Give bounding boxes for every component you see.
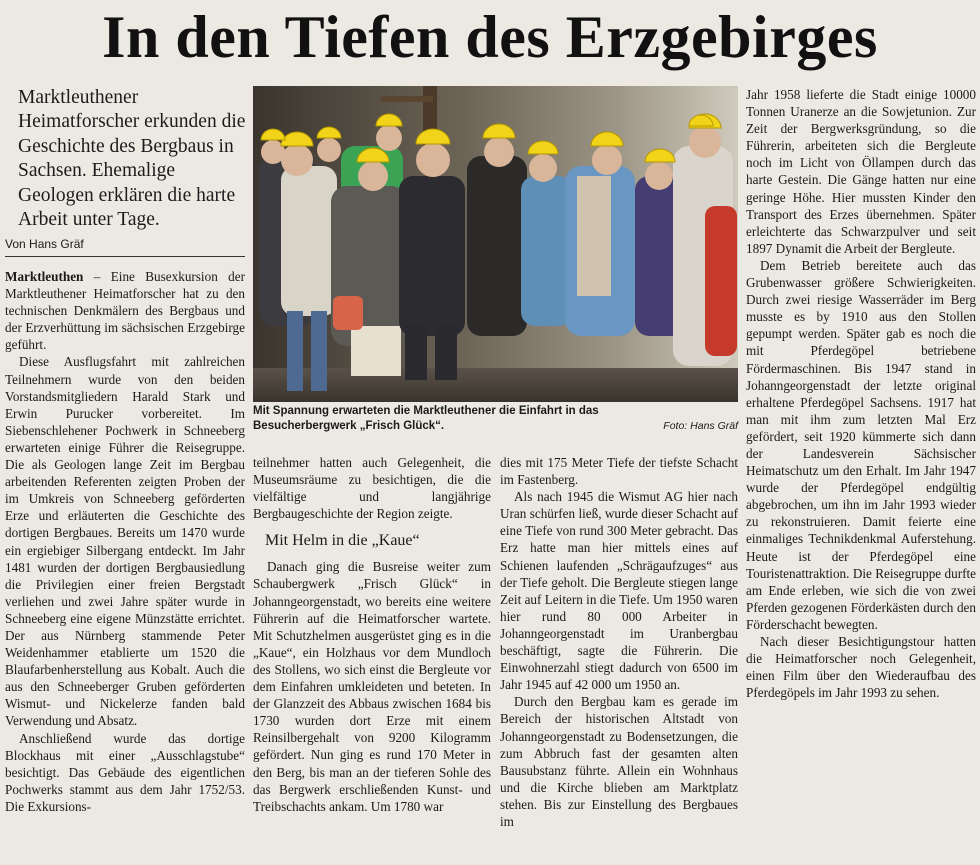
paragraph: dies mit 175 Meter Tiefe der tiefste Schacht im Fastenberg.	[500, 455, 738, 488]
paragraph-text: – Eine Busexkursion der Marktleuthener Heimatforscher hat zu den technischen Denkmälern des Bergbaus und der Erzverhüttung im sächsischen Erzgebirge geführt.	[5, 269, 245, 353]
byline: Von Hans Gräf	[5, 237, 84, 251]
article-column-2	[253, 454, 491, 865]
paragraph: Diese Ausflugsfahrt mit zahlreichen Teilnehmern wurde von den beiden Vorstandsmitgliedern Harald Stark und Erwin Purucker vorbereitet. Im Siebenschlehener Pochwerk in Schneeberg erwarteten einige Führer die Reisegruppe. Die als Geologen lange Zeit im Bergbau arbeitenden Referenten zeigten Proben der im Umkreis von Schneeberg geförderten Erze und erläuterten die Geschichte des dortigen Bergbaues. Bereits um 1470 wurde ein ergiebiger Silbergang entdeckt. Im Jahr 1481 wurden der dortigen Bergbausiedlung die Privilegien einer freien Bergstadt verliehen und zwei Jahre später wurde in Schneeberg eine eigene Münzstätte errichtet. Der aus Nürnberg stammende Peter Weidenhammer etablierte um 1520 die Blaufarbenherstellung aus Kobalt. Auch die aus den Schneeberger Gruben geförderten Wismut- und Nickelerze fanden bald Verwendung und Absatz.	[5, 354, 245, 729]
photo-caption	[253, 404, 738, 434]
paragraph: Anschließend wurde das dortige Blockhaus mit einer „Ausschlagstube“ besichtigt. Das Gebäude des eigentlichen Pochwerks stammt aus dem Jahr 1752/53. Die Exkursions-	[5, 730, 245, 814]
caption-text: Mit Spannung erwarteten die Marktleuthener die Einfahrt in das Besucherbergwerk „Frisch Glück“.	[253, 405, 599, 432]
paragraph: Danach ging die Busreise weiter zum Schaubergwerk „Frisch Glück“ in Johanngeorgenstadt, wo bereits eine weitere Führerin auf die Heimatforscher wartete. Mit Schutzhelmen ausgerüstet ging es in die „Kaue“, ein Holzhaus vor dem Mundloch des Stollens, wo sich einst die Bergleute vor dem Einfahren umkleideten und beteten. In der Glanzzeit des Abbaus zwischen 1684 bis 1730 wurden dort Erze mit einem Reinsilbergehalt von 9200 Kilogramm gefördert. Nun ging es rund 170 Meter in den Berg, bis man an der tieferen Sohle des das Bergwerk erschließenden Kunst- und Treibschachts ankam. Um 1780 war	[253, 559, 491, 814]
paragraph: Dem Betrieb bereitete auch das Grubenwasser größere Schwierigkeiten. Durch zwei riesige Wasserräder im Berg musste es by 1910 aus den Stollen gepumpt werden. Später gab es noch die mit Pferdegöpel betriebene Fördermaschinen. Bis 1947 stand in Johanngeorgenstadt der letzte original erhaltene Pferdegöpel Sachsens. 1917 hat man mit ihm zum letzten Mal Erz gefördert, seit 1920 kümmerte sich dann der Landesverein Sächsischer Heimatschutz um den Erhalt. Im Jahr 1947 wurde der Pferdegöpel endgültig abgebrochen, um ihn im Jahr 1993 wieder zu rekonstruieren. Damit feierte eine einmaliges Technikdenkmal Auferstehung. Heute ist der Pferdegöpel eine Touristenattraktion. Die Reisegruppe durfte am Ende erleben, wie sich die von zwei Pferden gezogenen Förderkästen durch den Förderschacht bewegten.	[746, 257, 976, 632]
paragraph: Durch den Bergbau kam es gerade im Bereich der historischen Altstadt von Johanngeorgenstadt zu Bodensetzungen, die zum Abbruch fast der gesamten alten Bausubstanz führte. Allein ein Wohnhaus und die Kirche blieben am Marktplatz stehen. Bis zur Einstellung des Bergbaues im	[500, 694, 738, 829]
group-photo-illustration	[253, 86, 738, 402]
group-photo	[253, 86, 738, 402]
paragraph: Jahr 1958 lieferte die Stadt einige 10000 Tonnen Uranerze an die Sowjetunion. Zur Zeit der Bergwerksgründung, so die Führerin, arbeiteten sich die Bergleute noch im Licht von Öllampen durch das harte Gestein. Die Gänge hatten nur eine geringe Höhe. Hier mussten Kinder den Transport des Erzes übernehmen. Später erleichterte das Schwarzpulver und seit 1897 Dynamit die Arbeit der Bergleute.	[746, 87, 976, 256]
article-column-3	[500, 454, 738, 865]
photo-credit: Foto: Hans Gräf	[663, 420, 738, 432]
article-column-4	[746, 86, 976, 865]
article-column-1	[5, 268, 245, 865]
paragraph: Nach dieser Besichtigungstour hatten die Heimatforscher noch Gelegenheit, einen Film über den Wiederaufbau des Pferdegöpels im Jahr 1993 zu sehen.	[746, 634, 976, 701]
dateline: Marktleuthen	[5, 269, 84, 284]
byline-rule	[5, 256, 245, 257]
headline: In den Tiefen des Erzgebirges	[102, 4, 878, 70]
paragraph	[5, 268, 245, 353]
paragraph: Als nach 1945 die Wismut AG hier nach Uran schürfen ließ, wurde dieser Schacht auf eine Tiefe von rund 300 Meter gebracht. Das Erz hatte man hier mittels eines auf Schienen laufenden „Schrägaufzuges“ aus der Tiefe geholt. Die Bergleute stiegen lange Zeit auf Leitern in die Tiefe. Um 1950 waren hier rund 80 000 Arbeiter in Johanngeorgenstadt im Uranbergbau beschäftigt, sagte die Führerin. Die Einwohnerzahl stiegt dadurch von 6500 im Jahr 1945 auf 42 000 um 1950 an.	[500, 489, 738, 693]
deck: Marktleuthener Heimatforscher erkunden die Geschichte des Bergbaus in Sachsen. Ehemalige Geologen erklären die harte Arbeit unter Tage.	[18, 87, 246, 231]
paragraph: teilnehmer hatten auch Gelegenheit, die Museumsräume zu besichtigen, die die vielfältige und langjährige Bergbaugeschichte der Region zeigte.	[253, 455, 491, 522]
subheading: Mit Helm in die „Kaue“	[265, 532, 420, 550]
